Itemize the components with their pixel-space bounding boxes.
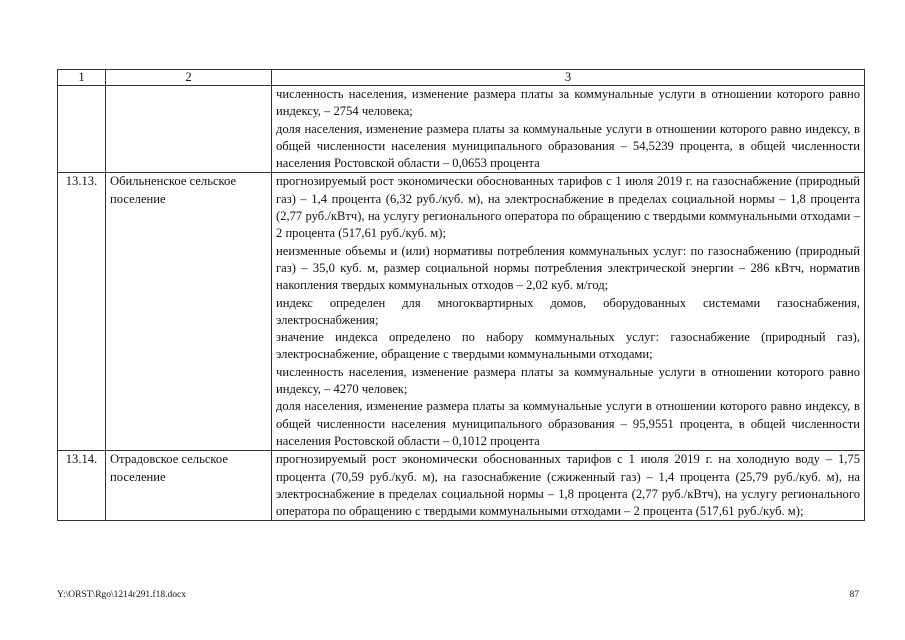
column-header-1: 1 <box>58 70 106 86</box>
paragraph: неизменные объемы и (или) нормативы потребления коммунальных услуг: по газоснабжению (природный газ) – 35,0 куб. м, размер социальной нормы потребления электрической энергии – 286 кВтч, норматив накопления твердых коммунальных отходов – 2,02 куб. м/год; <box>276 243 860 293</box>
column-header-3: 3 <box>272 70 865 86</box>
settlement-name: Обильненское сельское поселение <box>106 173 272 451</box>
paragraph: прогнозируемый рост экономически обоснованных тарифов с 1 июля 2019 г. на газоснабжение (природный газ) – 1,4 процента (6,32 руб./куб. м), на электроснабжение в пределах социальной нормы – 1,8 процента (2,77 руб./кВтч), на услугу регионального оператора по обращению с твердыми коммунальными отходами – 2 процента (517,61 руб./куб. м); <box>276 174 860 241</box>
row-number <box>58 86 106 173</box>
table-header-row <box>58 70 865 86</box>
row-number: 13.14. <box>58 451 106 521</box>
settlement-name: Отрадовское сельское поселение <box>106 451 272 521</box>
settlement-name <box>106 86 272 173</box>
paragraph: доля населения, изменение размера платы за коммунальные услуги в отношении которого равно индексу, в общей численности населения муниципального образования – 54,5239 процента, в общей численности населения Ростовской области – 0,0653 процента <box>276 121 860 171</box>
footer-file-path: Y:\ORST\Rgo\1214r291.f18.docx <box>57 590 186 600</box>
row-description <box>272 86 865 173</box>
paragraph: значение индекса определено по набору коммунальных услуг: газоснабжение (природный газ), электроснабжение, обращение с твердыми коммунальными отходами; <box>276 330 860 362</box>
table-row <box>58 86 865 173</box>
paragraph: численность населения, изменение размера платы за коммунальные услуги в отношении которого равно индексу, – 4270 человек; <box>276 364 860 397</box>
row-description <box>272 451 865 521</box>
table-row <box>58 451 865 521</box>
row-description <box>272 173 865 451</box>
paragraph: прогнозируемый рост экономически обоснованных тарифов с 1 июля 2019 г. на холодную воду – 1,75 процента (70,59 руб./куб. м), на газоснабжение (сжиженный газ) – 1,4 процента (25,79 руб./куб. м), на электроснабжение в пределах социальной нормы – 1,8 процента (2,77 руб./кВтч), на услугу регионального оператора по обращению с твердыми коммунальными отходами – 2 процента (517,61 руб./куб. м); <box>276 452 860 519</box>
paragraph: доля населения, изменение размера платы за коммунальные услуги в отношении которого равно индексу, в общей численности населения муниципального образования – 95,9551 процента, в общей численности населения Ростовской области – 0,1012 процента <box>276 399 860 448</box>
paragraph: численность населения, изменение размера платы за коммунальные услуги в отношении которого равно индексу, – 2754 человека; <box>276 87 860 119</box>
paragraph: индекс определен для многоквартирных домов, оборудованных системами газоснабжения, электроснабжения; <box>276 295 860 327</box>
page-number: 87 <box>849 590 859 600</box>
document-table <box>57 69 865 521</box>
column-header-2: 2 <box>106 70 272 86</box>
row-number: 13.13. <box>58 173 106 451</box>
table-row <box>58 173 865 451</box>
